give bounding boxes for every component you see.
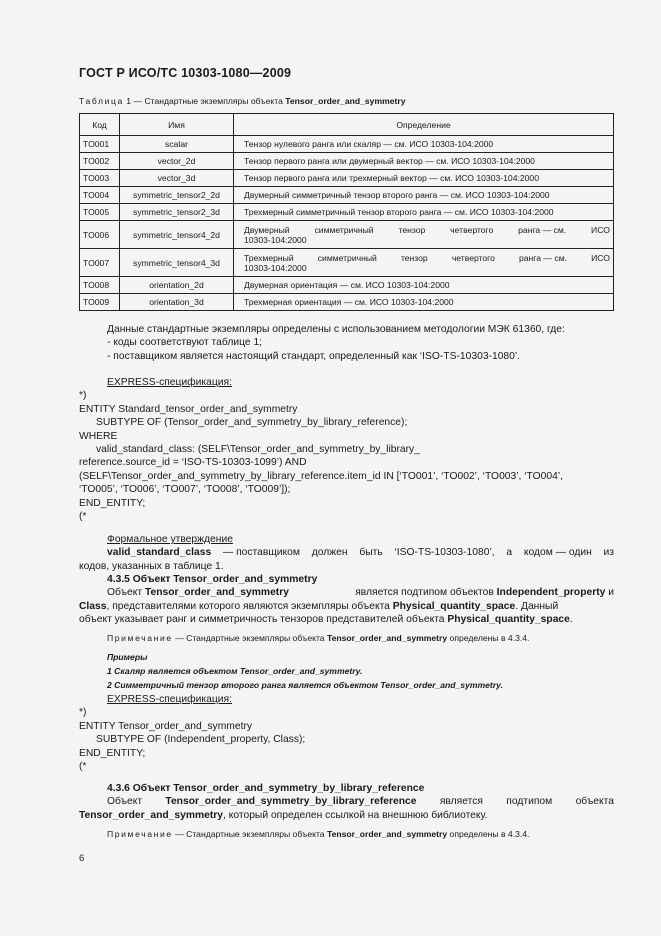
express-spec-2 [79,693,614,773]
cell-name: symmetric_tensor2_3d [120,204,234,221]
cell-code: TO007 [80,249,120,277]
cell-name: orientation_3d [120,294,234,311]
paragraph-line: Tensor_order_and_symmetry, который определен ссылкой на внешнюю библиотеку. [79,809,488,821]
formal-heading: Формальное утверждение [107,534,233,545]
table-row [80,153,614,170]
code-line: (* [79,761,87,773]
cell-definition [234,249,614,277]
table-row [80,221,614,249]
word: должен [311,547,348,559]
caption-text: 1 — Стандартные экземпляры объекта [123,96,286,106]
cell-definition: Двумерный симметричный тензор второго ранга — см. ИСО 10303-104:2000 [234,187,614,204]
code-line: *) [79,390,87,402]
examples-4-3-5 [79,650,614,692]
word: подтипом [506,796,553,808]
example-1: 1 Скаляр является объектом Tensor_order_and_symmetry. [107,666,363,676]
cell-name: symmetric_tensor4_3d [120,249,234,277]
code-line: (* [79,511,87,523]
word: Трехмерный [244,252,294,263]
cell-code: TO008 [80,277,120,294]
table-row [80,294,614,311]
intro-bullet: - коды соответствуют таблице 1; [107,337,263,349]
column-header-definition: Определение [234,114,614,136]
word: ранга — см. [519,252,567,263]
cell-code: TO001 [80,136,120,153]
word: а [506,547,513,559]
express-heading: EXPRESS-спецификация: [107,694,232,705]
cell-definition [234,221,614,249]
code-line: (SELF\Tensor_order_and_symmetry_by_library_reference.item_id IN [‘TO001’, ‘TO002’, ‘TO003’, ‘TO004’, [79,470,563,482]
rule-name: valid_standard_class [107,547,212,559]
cell-code: TO002 [80,153,120,170]
definition-line: 10303-104:2000 [244,262,307,273]
word: ранга — см. [518,224,567,235]
word: Двумерный [244,224,290,235]
definition-line [244,253,610,263]
word: Объект [107,796,143,808]
cell-name: vector_2d [120,153,234,170]
word: тензор [398,224,426,235]
table-header-row [80,114,614,136]
code-line: END_ENTITY; [79,497,146,509]
paragraph-line: объект указывает ранг и симметричность тензоров представителей объекта Physical_quantity_space. [79,614,573,626]
cell-name: symmetric_tensor2_2d [120,187,234,204]
code-line: reference.source_id = ‘ISO-TS-10303-1099’) AND [79,457,307,469]
word: симметричный [314,224,374,235]
cell-name: scalar [120,136,234,153]
cell-definition: Трехмерная ориентация — см. ИСО 10303-104:2000 [234,294,614,311]
code-line: valid_standard_class: (SELF\Tensor_order_and_symmetry_by_library_ [96,444,420,456]
page-number: 6 [79,853,85,864]
standard-instances-table [79,113,614,311]
note-text: Примечание — Стандартные экземпляры объекта Tensor_order_and_symmetry определены в 4.3.4. [107,829,530,839]
intro-paragraph: Данные стандартные экземпляры определены с использованием методологии МЭК 61360, где: [107,324,565,335]
cell-name: symmetric_tensor4_2d [120,221,234,249]
express-heading: EXPRESS-спецификация: [107,377,232,388]
cell-name: vector_3d [120,170,234,187]
code-line: ‘TO005’, ‘TO006’, ‘TO007’, ‘TO008’, ‘TO009’]); [79,484,291,496]
note-4-3-5 [79,632,614,645]
word: четвертого [451,252,495,263]
example-2: 2 Симметричный тензор второго ранга является объектом Tensor_order_and_symmetry. [107,680,503,690]
word: ‘ISO-TS-10303-1080’, [394,547,495,559]
text: Class, представителями которого являются экземпляры объекта Physical_quantity_space. Данный [79,600,559,612]
intro-section [79,323,614,363]
table-row [80,187,614,204]
code-line: END_ENTITY; [79,747,146,759]
column-header-code: Код [80,114,120,136]
cell-definition: Двумерная ориентация — см. ИСО 10303-104:2000 [234,277,614,294]
section-heading: 4.3.6 Объект Tensor_order_and_symmetry_by_library_reference [107,783,425,794]
caption-label: Таблица [79,96,124,106]
formal-rule-line: кодов, указанных в таблице 1. [79,560,224,572]
code-line: SUBTYPE OF (Independent_property, Class); [96,734,306,746]
table-row [80,277,614,294]
table-row [80,249,614,277]
column-header-name: Имя [120,114,234,136]
word: симметричный [317,252,377,263]
cell-definition: Трехмерный симметричный тензор второго ранга — см. ИСО 10303-104:2000 [234,204,614,221]
word: тензор [400,252,428,263]
code-line: *) [79,707,87,719]
text: является подтипом объектов Independent_property и [355,587,614,599]
word: кодом — один [523,547,592,559]
word: является [439,796,483,808]
cell-code: TO003 [80,170,120,187]
formal-proposition [79,533,614,573]
code-line: ENTITY Tensor_order_and_symmetry [79,720,253,732]
cell-definition: Тензор первого ранга или двумерный вектор — см. ИСО 10303-104:2000 [234,153,614,170]
code-line: ENTITY Standard_tensor_order_and_symmetry [79,403,298,415]
word: объекта [575,796,614,808]
word: ИСО [591,252,610,263]
code-line: WHERE [79,430,118,442]
definition-line [244,225,610,235]
paragraph-line [79,600,614,613]
word: — поставщиком [222,547,300,559]
table-caption [79,96,406,106]
word: Tensor_order_and_symmetry_by_library_reference [165,796,417,808]
intro-bullet: - поставщиком является настоящий стандарт, определенный как ‘ISO-TS-10303-1080’. [107,350,521,362]
word: быть [359,547,383,559]
text: Объект Tensor_order_and_symmetry [107,587,289,599]
cell-code: TO006 [80,221,120,249]
cell-code: TO005 [80,204,120,221]
code-line: SUBTYPE OF (Tensor_order_and_symmetry_by_library_reference); [96,417,408,429]
caption-entity: Tensor_order_and_symmetry [285,96,406,106]
section-heading: 4.3.5 Объект Tensor_order_and_symmetry [107,574,318,585]
table-row [80,204,614,221]
note-4-3-6 [79,828,614,841]
definition-line: 10303-104:2000 [244,234,307,245]
cell-code: TO004 [80,187,120,204]
word: четвертого [450,224,494,235]
section-4-3-5 [79,573,614,627]
word: ИСО [591,224,610,235]
express-spec-1 [79,376,614,523]
paragraph-line [79,795,614,808]
cell-definition: Тензор нулевого ранга или скаляр — см. ИСО 10303-104:2000 [234,136,614,153]
paragraph-line [79,586,614,599]
cell-code: TO009 [80,294,120,311]
examples-heading: Примеры [107,652,148,662]
table-row [80,170,614,187]
section-4-3-6 [79,782,614,822]
document-title: ГОСТ Р ИСО/ТС 10303-1080—2009 [79,66,292,80]
cell-definition: Тензор первого ранга или трехмерный вектор — см. ИСО 10303-104:2000 [234,170,614,187]
cell-name: orientation_2d [120,277,234,294]
word: из [603,547,614,559]
formal-rule-line [79,546,614,559]
table-row [80,136,614,153]
note-text: Примечание — Стандартные экземпляры объекта Tensor_order_and_symmetry определены в 4.3.4. [107,633,530,643]
